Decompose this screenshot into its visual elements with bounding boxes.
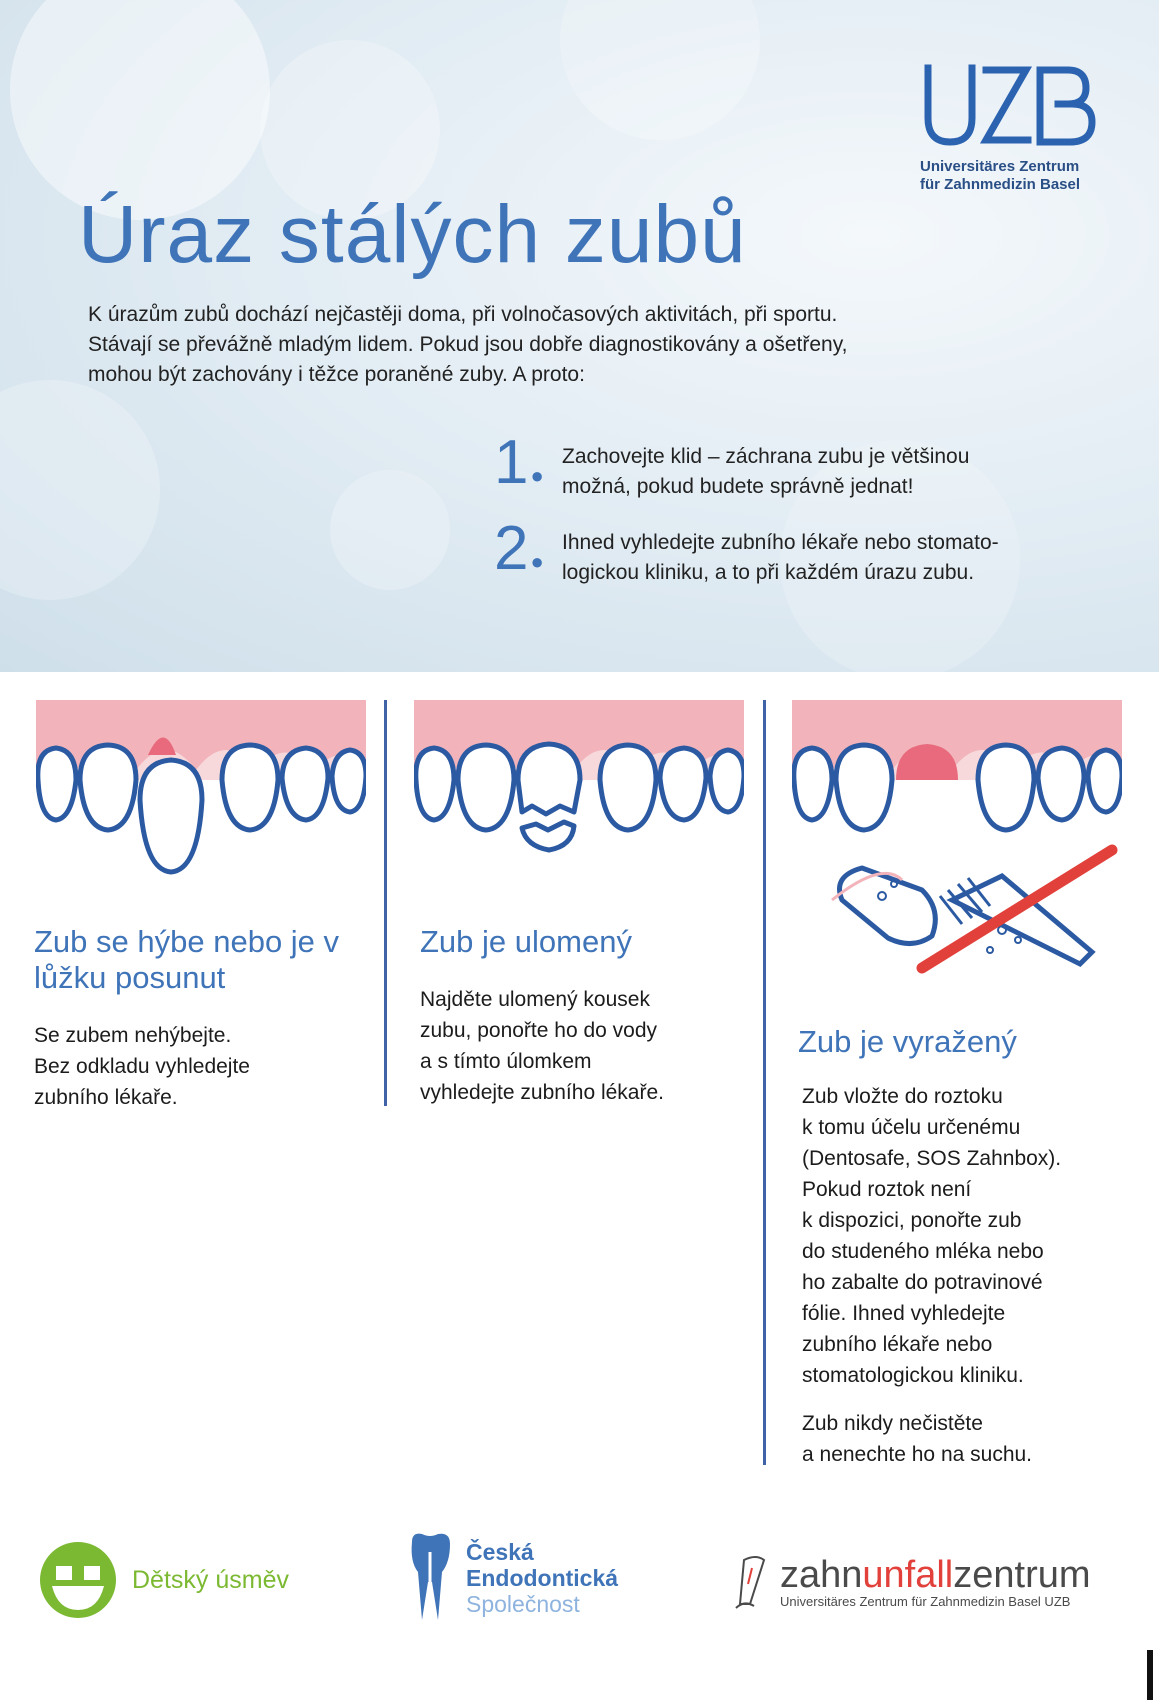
intro-paragraph: K úrazům zubů dochází nejčastěji doma, při volnočasových aktivitách, při sportu. Stávají se převážně mladým lidem. Pokud jsou dobře diagnostikovány a ošetřeny, mohou být zachovány i těžce poraněné zuby. A proto: <box>88 303 848 386</box>
zahnunfallzentrum-logo <box>734 1554 1091 1610</box>
knocked-out-tooth-illustration <box>792 700 1122 990</box>
step-text: Ihned vyhledejte zubního lékaře nebo stomato-logickou kliniku, a to při každém úrazu zubu. <box>562 531 999 584</box>
uzb-subtitle-line1: Universitäres Zentrum <box>920 158 1080 175</box>
bokeh-decoration <box>560 0 760 140</box>
column-3-text: Zub vložte do roztoku k tomu účelu určenému (Dentosafe, SOS Zahnbox). Pokud roztok není k dispozici, ponořte zub do studeného mléka nebo ho zabalte do potravinové fólie. Ihned vyhledejte zubního lékaře nebo stomatologickou kliniku. <box>802 1085 1062 1387</box>
uzb-logo-subtitle <box>920 158 1100 194</box>
column-3-note: Zub nikdy nečistěte a nenechte ho na suchu. <box>802 1412 1033 1466</box>
ceska-endodonticka-logo <box>408 1532 618 1624</box>
uzb-subtitle-line2: für Zahnmedizin Basel <box>920 176 1081 193</box>
scan-edge-mark <box>1147 1650 1153 1700</box>
column-divider <box>763 700 766 1465</box>
broken-tooth-logo-icon <box>734 1554 776 1610</box>
bokeh-decoration <box>330 470 450 590</box>
ceska-line3: Společnost <box>466 1591 580 1617</box>
displaced-tooth-illustration <box>36 700 366 880</box>
bokeh-decoration <box>0 380 160 600</box>
detsky-usmev-label: Dětský úsměv <box>132 1565 289 1594</box>
detsky-usmev-logo <box>38 1540 289 1620</box>
bokeh-decoration <box>10 0 270 220</box>
uzb-logo-mark <box>920 62 1100 152</box>
page-title: Úraz stálých zubů <box>78 189 747 280</box>
step-number: 2● <box>494 514 544 583</box>
column-3-title: Zub je vyražený <box>798 1024 1017 1059</box>
uzb-logo <box>920 62 1100 194</box>
step-number: 1● <box>494 428 544 497</box>
column-divider <box>384 700 387 1106</box>
column-2-title: Zub je ulomený <box>420 924 632 959</box>
column-2-text: Najděte ulomený kousek zubu, ponořte ho do vody a s tímto úlomkem vyhledejte zubního lékaře. <box>420 988 664 1104</box>
column-1-title: Zub se hýbe nebo je v lůžku posunut <box>34 924 340 995</box>
broken-tooth-illustration <box>414 700 744 880</box>
ceska-line2: Endodontická <box>466 1565 619 1591</box>
step-text: Zachovejte klid – záchrana zubu je většinou možná, pokud budete správně jednat! <box>562 445 970 498</box>
tooth-logo-icon <box>408 1532 452 1624</box>
smile-logo-icon <box>38 1540 118 1620</box>
ceska-line1: Česká <box>466 1539 534 1565</box>
column-1-text: Se zubem nehýbejte. Bez odkladu vyhledejte zubního lékaře. <box>34 1024 250 1109</box>
zahnunfallzentrum-label: zahnunfallzentrum <box>780 1553 1091 1596</box>
ceska-endodonticka-label <box>466 1539 618 1617</box>
zahnunfallzentrum-subtitle: Universitäres Zentrum für Zahnmedizin Basel UZB <box>780 1593 1071 1609</box>
